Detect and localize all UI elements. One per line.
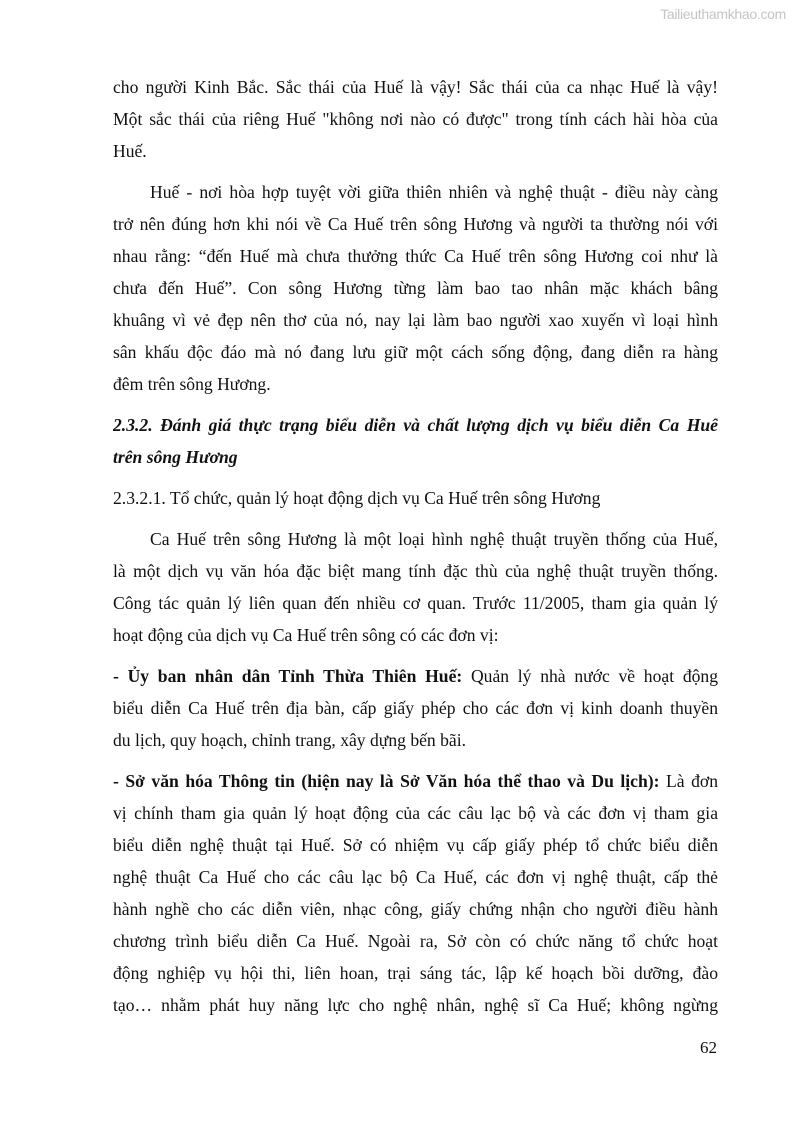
bold-lead: - Sở văn hóa Thông tin (hiện nay là Sở Văn hóa thể thao và Du lịch): bbox=[113, 771, 660, 791]
text-line bbox=[113, 660, 718, 692]
paragraph bbox=[113, 523, 718, 651]
text-line: Công tác quản lý liên quan đến nhiều cơ quan. Trước 11/2005, tham gia quản lý bbox=[113, 593, 718, 613]
text-line: Ca Huế trên sông Hương là một loại hình nghệ thuật truyền thống của Huế, bbox=[150, 529, 718, 549]
line-text: Quản lý nhà nước về hoạt động bbox=[462, 666, 718, 686]
text-line: khuâng vì vẻ đẹp nên thơ của nó, nay lại làm bao người xao xuyến vì loại hình bbox=[113, 310, 718, 330]
text-line: Huế. bbox=[113, 141, 147, 161]
document-body bbox=[113, 71, 718, 1030]
paragraph bbox=[113, 71, 718, 167]
text-line: nhau rằng: “đến Huế mà chưa thưởng thức Ca Huế trên sông Hương coi như là bbox=[113, 246, 718, 266]
text-line: trên sông Hương bbox=[113, 447, 238, 467]
text-line: trở nên đúng hơn khi nói về Ca Huế trên sông Hương và người ta thường nói với bbox=[113, 214, 718, 234]
watermark: Tailieuthamkhao.com bbox=[660, 6, 786, 22]
text-line: hành nghề cho các diễn viên, nhạc công, giấy chứng nhận cho người điều hành bbox=[113, 899, 718, 919]
text-line: chương trình biểu diễn Ca Huế. Ngoài ra, Sở còn có chức năng tổ chức hoạt bbox=[113, 931, 718, 951]
text-line: tạo… nhằm phát huy năng lực cho nghệ nhân, nghệ sĩ Ca Huế; không ngừng bbox=[113, 995, 718, 1015]
text-line: du lịch, quy hoạch, chỉnh trang, xây dựng bến bãi. bbox=[113, 730, 467, 750]
paragraph bbox=[113, 660, 718, 756]
text-line: Một sắc thái của riêng Huế "không nơi nào có được" trong tính cách hài hòa của bbox=[113, 109, 718, 129]
text-line: Huế - nơi hòa hợp tuyệt vời giữa thiên nhiên và nghệ thuật - điều này càng bbox=[150, 182, 718, 202]
text-line: là một dịch vụ văn hóa đặc biệt mang tính đặc thù của nghệ thuật truyền thống. bbox=[113, 561, 718, 581]
section-heading bbox=[113, 409, 718, 473]
text-line bbox=[113, 765, 718, 797]
text-line: cho người Kinh Bắc. Sắc thái của Huế là vậy! Sắc thái của ca nhạc Huế là vậy! bbox=[113, 77, 718, 97]
paragraph bbox=[113, 176, 718, 400]
text-line: nghệ thuật Ca Huế cho các câu lạc bộ Ca Huế, các đơn vị nghệ thuật, cấp thẻ bbox=[113, 867, 718, 887]
text-line: đêm trên sông Hương. bbox=[113, 374, 271, 394]
text-line: 2.3.2.1. Tổ chức, quản lý hoạt động dịch vụ Ca Huế trên sông Hương bbox=[113, 488, 601, 508]
bold-lead: - Ủy ban nhân dân Tỉnh Thừa Thiên Huế: bbox=[113, 666, 463, 686]
paragraph bbox=[113, 482, 718, 514]
text-line: hoạt động của dịch vụ Ca Huế trên sông có các đơn vị: bbox=[113, 625, 499, 645]
text-line: vị chính tham gia quản lý hoạt động của các câu lạc bộ và các đơn vị tham gia bbox=[113, 803, 718, 823]
paragraph bbox=[113, 765, 718, 1021]
line-text: Là đơn bbox=[659, 771, 718, 791]
text-line: sân khấu độc đáo mà nó đang lưu giữ một cách sống động, đang diễn ra hàng bbox=[113, 342, 718, 362]
text-line: chưa đến Huế”. Con sông Hương từng làm bao tao nhân mặc khách bâng bbox=[113, 278, 718, 298]
text-line: biểu diễn nghệ thuật tại Huế. Sở có nhiệm vụ cấp giấy phép tổ chức biểu diễn bbox=[113, 835, 718, 855]
text-line: động nghiệp vụ hội thi, liên hoan, trại sáng tác, lập kế hoạch bồi dưỡng, đào bbox=[113, 963, 718, 983]
text-line: 2.3.2. Đánh giá thực trạng biểu diễn và chất lượng dịch vụ biểu diễn Ca Huế bbox=[113, 415, 718, 435]
text-line: biểu diễn Ca Huế trên địa bàn, cấp giấy phép cho các đơn vị kinh doanh thuyền bbox=[113, 698, 718, 718]
page-number: 62 bbox=[700, 1038, 717, 1057]
